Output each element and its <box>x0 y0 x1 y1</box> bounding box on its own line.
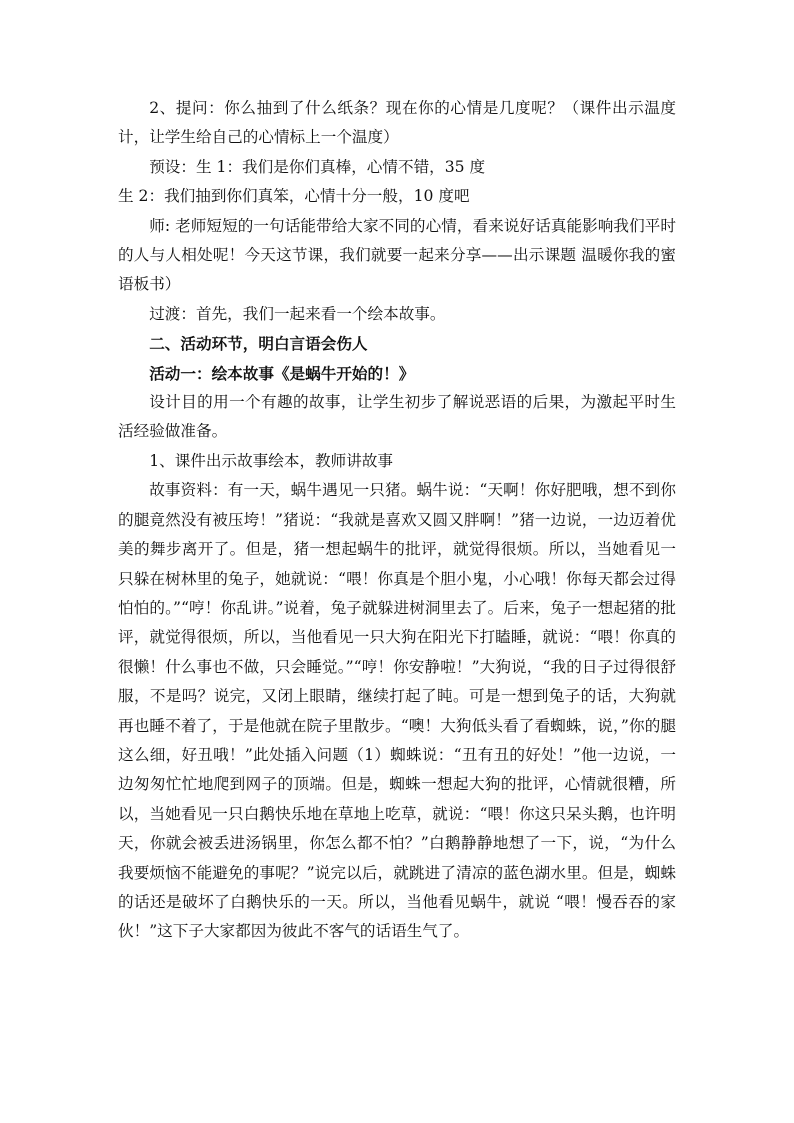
paragraph-story: 故事资料：有一天，蜗牛遇见一只猪。蜗牛说：“天啊！你好肥哦，想不到你的腿竟然没有被压垮！”猪说：“我就是喜欢又圆又胖啊！”猪一边说，一边迈着优美的舞步离开了。但是，猪一想起蜗牛的批评，就觉得很烦。所以，当她看见一只躲在树林里的兔子，她就说：“喂！你真是个胆小鬼，小心哦！你每天都会过得怕怕的。”“哼！你乱讲。”说着，兔子就躲进树洞里去了。后来，兔子一想起猪的批评，就觉得很烦，所以，当他看见一只大狗在阳光下打瞌睡，就说：“喂！你真的很懒！什么事也不做，只会睡觉。”“哼！你安静啦！”大狗说，“我的日子过得很舒服，不是吗？说完，又闭上眼睛，继续打起了盹。可是一想到兔子的话，大狗就再也睡不着了，于是他就在院子里散步。“噢！大狗低头看了看蜘蛛，说，”你的腿这么细，好丑哦！”此处插入问题（1）蜘蛛说：“丑有丑的好处！”他一边说，一边匆匆忙忙地爬到网子的顶端。但是，蜘蛛一想起大狗的批评，心情就很糟，所以，当她看见一只白鹅快乐地在草地上吃草，就说：“喂！你这只呆头鹅，也许明天，你就会被丢进汤锅里，你怎么都不怕？”白鹅静静地想了一下，说，“为什么我要烦恼不能避免的事呢？”说完以后，就跳进了清凉的蓝色湖水里。但是，蜘蛛的话还是破坏了白鹅快乐的一天。所以，当他看见蜗牛，就说 “喂！慢吞吞的家伙！”这下子大家都因为彼此不客气的话语生气了。 <box>118 481 676 941</box>
activity-heading: 活动一：绘本故事《是蜗牛开始的！》 <box>149 363 415 383</box>
paragraph-transition: 过渡：首先，我们一起来看一个绘本故事。 <box>149 304 446 323</box>
paragraph-preset-student-1: 预设：生 1：我们是你们真棒，心情不错，35 度 <box>149 157 486 176</box>
section-heading: 二、活动环节，明白言语会伤人 <box>149 334 368 354</box>
paragraph-step-1: 1、课件出示故事绘本，教师讲故事 <box>149 451 394 470</box>
paragraph-student-2: 生 2：我们抽到你们真笨，心情十分一般，10 度吧 <box>118 187 470 206</box>
paragraph-teacher: 师: 老师短短的一句话能带给大家不同的心情，看来说好话真能影响我们平时的人与人相处呢！今天这节课，我们就要一起来分享——出示课题 温暖你我的蜜语板书） <box>118 216 676 294</box>
document-page <box>118 94 676 947</box>
paragraph-question: 2、提问：你么抽到了什么纸条？现在你的心情是几度呢？（课件出示温度计，让学生给自己的心情标上一个温度） <box>118 99 676 147</box>
paragraph-design-purpose: 设计目的用一个有趣的故事，让学生初步了解说恶语的后果，为激起平时生活经验做准备。 <box>118 393 676 441</box>
